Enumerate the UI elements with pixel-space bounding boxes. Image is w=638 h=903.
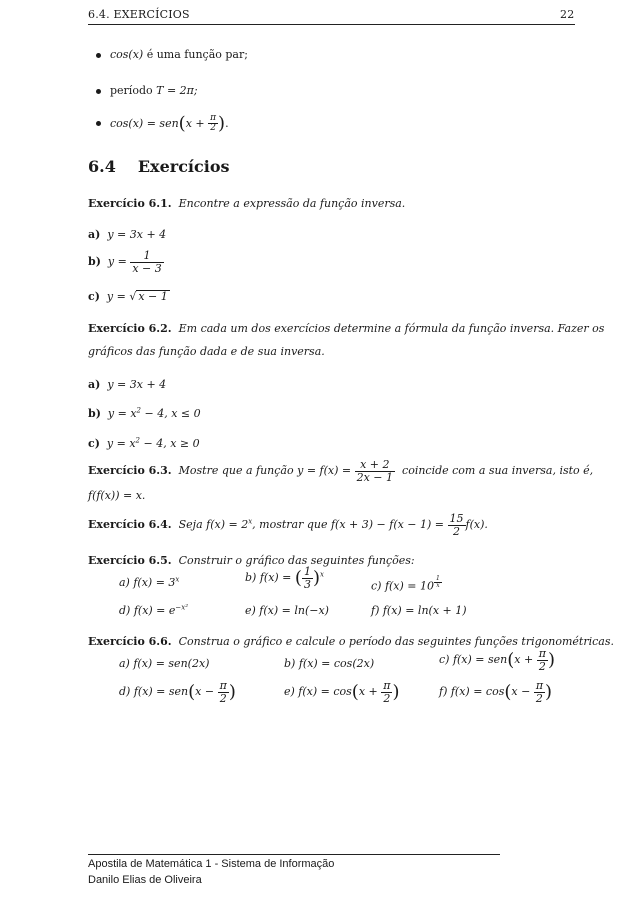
exercise-6-6-c: c) f(x) = sen(x + $\frac{\pi}{2}$ ) [439,647,555,673]
footer-line-1: Apostila de Matemática 1 - Sistema de Informação [88,858,335,870]
bullet-text: período [110,84,157,97]
exercise-text: Mostre que a função y = f(x) = [178,464,352,478]
item-math: a) f(x) = 3 [119,576,176,589]
section-heading [88,157,230,176]
bullet-cos-identity: cos(x) = sen(x + $\frac{\pi}{2}$ ). [96,113,229,135]
fraction [537,648,548,672]
exercise-6-2-line2: gráficos das função dada e de sua inversa. [88,345,325,358]
bullet-dot [96,121,101,126]
exercise-text: Encontre a expressão da função inversa. [178,197,406,210]
exercise-6-5-f: f) f(x) = ln(x + 1) [371,604,467,617]
exercise-label: Exercício 6.5. [88,554,172,567]
item-label: b) [88,407,101,420]
page-number: 22 [560,8,575,21]
exercise-6-3-line1 [88,459,593,483]
exponent: 2 [135,436,141,445]
item-inner: x + [514,653,534,667]
item-math: c) f(x) = sen [439,653,508,667]
exercise-text: Construir o gráfico das seguintes funções: [178,554,415,567]
item-label: a) [88,378,101,391]
fraction [448,513,466,537]
item-inner: x − [195,685,215,699]
exponent-fraction [434,576,442,590]
exponent: −x² [175,603,189,612]
item-math: y = 3x + 4 [107,228,167,241]
exercise-text: Em cada um dos exercícios determine a fórmula da função inversa. Fazer os [178,322,605,335]
item-label: c) [88,437,100,450]
bullet-text: é uma função par; [143,48,248,61]
exercise-text-mid: , mostrar que f(x + 3) − f(x − 1) = [252,518,445,532]
bullet-math: cos(x) [110,48,144,61]
bullet-inner: x + [185,116,209,130]
exercise-6-6-b: b) f(x) = cos(2x) [284,657,375,670]
exercise-text-rest: f(x). [465,518,488,532]
exercise-6-3-line2: f(f(x)) = x. [88,489,146,502]
fraction-denominator: 2 [383,691,391,705]
item-lhs: y = [107,255,127,269]
bullet-math: cos(x) = sen [110,116,179,130]
fraction-denominator: x − 3 [132,261,162,275]
item-math-rest: − 4, x ≥ 0 [140,437,200,450]
item-math: c) f(x) = 10 [371,579,435,593]
fraction-numerator: π [219,679,227,692]
bullet-math: T = 2π; [156,84,198,97]
exercise-6-5-d [119,604,188,617]
item-math: e) f(x) = cos [284,685,352,699]
item-label: c) [88,290,100,303]
exercise-6-1-a [88,228,166,241]
exercise-6-1-b [88,250,164,274]
bullet-dot [96,53,101,58]
exercise-6-1-c [88,290,170,303]
fraction-numerator: π [383,679,391,692]
item-inner: x − [511,685,531,699]
exercise-text: Seja f(x) = 2 [178,518,249,532]
item-math: d) f(x) = e [119,604,176,617]
exercise-text-rest: coincide com a sua inversa, isto é, [402,464,594,478]
fraction [381,680,392,704]
fraction-numerator: π [210,112,217,123]
exercise-label: Exercício 6.4. [88,518,172,532]
exercise-6-6-statement [88,635,614,648]
fraction-numerator: 1 [130,250,163,263]
item-math: y = x [107,407,137,420]
fraction-denominator: 3 [303,577,311,591]
item-math: b) f(x) = [245,571,292,585]
fraction-denominator: 2x − 1 [356,470,394,484]
exercise-6-6-f: f) f(x) = cos(x − $\frac{\pi}{2}$ ) [439,679,553,705]
item-label: b) [88,255,101,269]
bullet-cos-even [96,48,248,61]
bullet-dot [96,89,101,94]
fraction [218,680,229,704]
bullet-after: . [225,116,229,130]
item-math: f) f(x) = cos [439,685,505,699]
exercise-6-5-a [119,576,179,589]
exercise-6-2-c [88,437,200,450]
exercise-label: Exercício 6.1. [88,197,172,210]
item-lhs: y = [106,290,126,303]
exercise-label: Exercício 6.2. [88,322,172,335]
exponent: 2 [136,406,142,415]
exercise-6-6-e: e) f(x) = cos(x + $\frac{\pi}{2}$ ) [284,679,400,705]
fraction-denominator: 2 [453,524,461,538]
fraction-denominator: 2 [538,659,546,673]
exercise-label: Exercício 6.6. [88,635,172,648]
fraction-denominator: 2 [535,691,543,705]
exercise-label: Exercício 6.3. [88,464,172,478]
footer-line-2: Danilo Elias de Oliveira [88,874,202,886]
section-title: Exercícios [137,157,230,176]
item-inner: x + [358,685,378,699]
header-rule [88,24,575,25]
exercise-6-1-statement [88,197,405,210]
exercise-6-2-line1 [88,322,604,335]
fraction-denominator: x [436,582,440,590]
item-math: d) f(x) = sen [119,685,189,699]
fraction-numerator: 1 [303,565,311,578]
exponent: x [248,517,253,526]
fraction-denominator: 2 [210,123,216,134]
bullet-period [96,84,198,97]
fraction-numerator: 15 [449,512,464,525]
fraction [130,250,163,274]
exponent: x [319,570,324,579]
exercise-6-6-d: d) f(x) = sen(x − $\frac{\pi}{2}$ ) [119,679,236,705]
item-label: a) [88,228,101,241]
exercise-6-6-a: a) f(x) = sen(2x) [119,657,210,670]
fraction-numerator: π [538,647,546,660]
exercise-6-2-b [88,407,201,420]
exercise-text: Construa o gráfico e calcule o período das seguintes funções trigonométricas. [178,635,614,648]
item-math: y = x [106,437,136,450]
exercise-6-2-a [88,378,166,391]
fraction-numerator: 1 [436,575,440,582]
section-number: 6.4 [88,157,116,176]
fraction-numerator: x + 2 [355,459,395,472]
item-math-rest: − 4, x ≤ 0 [141,407,201,420]
running-header: 6.4. EXERCÍCIOS [88,8,190,21]
exercise-6-5-b: b) f(x) = ( $\frac{1}{3}$ )$^x$ [245,565,324,591]
footer-rule [88,854,500,855]
fraction-denominator: 2 [219,691,227,705]
exercise-6-4-statement [88,513,488,537]
radicand: x − 1 [138,290,168,303]
fraction [302,566,313,590]
fraction-numerator: π [535,679,544,692]
fraction [534,680,545,704]
item-math: y = 3x + 4 [107,378,167,391]
radical-sign: √ [129,290,137,303]
fraction [208,114,218,134]
fraction [355,459,395,483]
exercise-6-5-e: e) f(x) = ln(−x) [245,604,329,617]
exponent: x [175,575,180,584]
exercise-6-5-c [371,576,442,593]
